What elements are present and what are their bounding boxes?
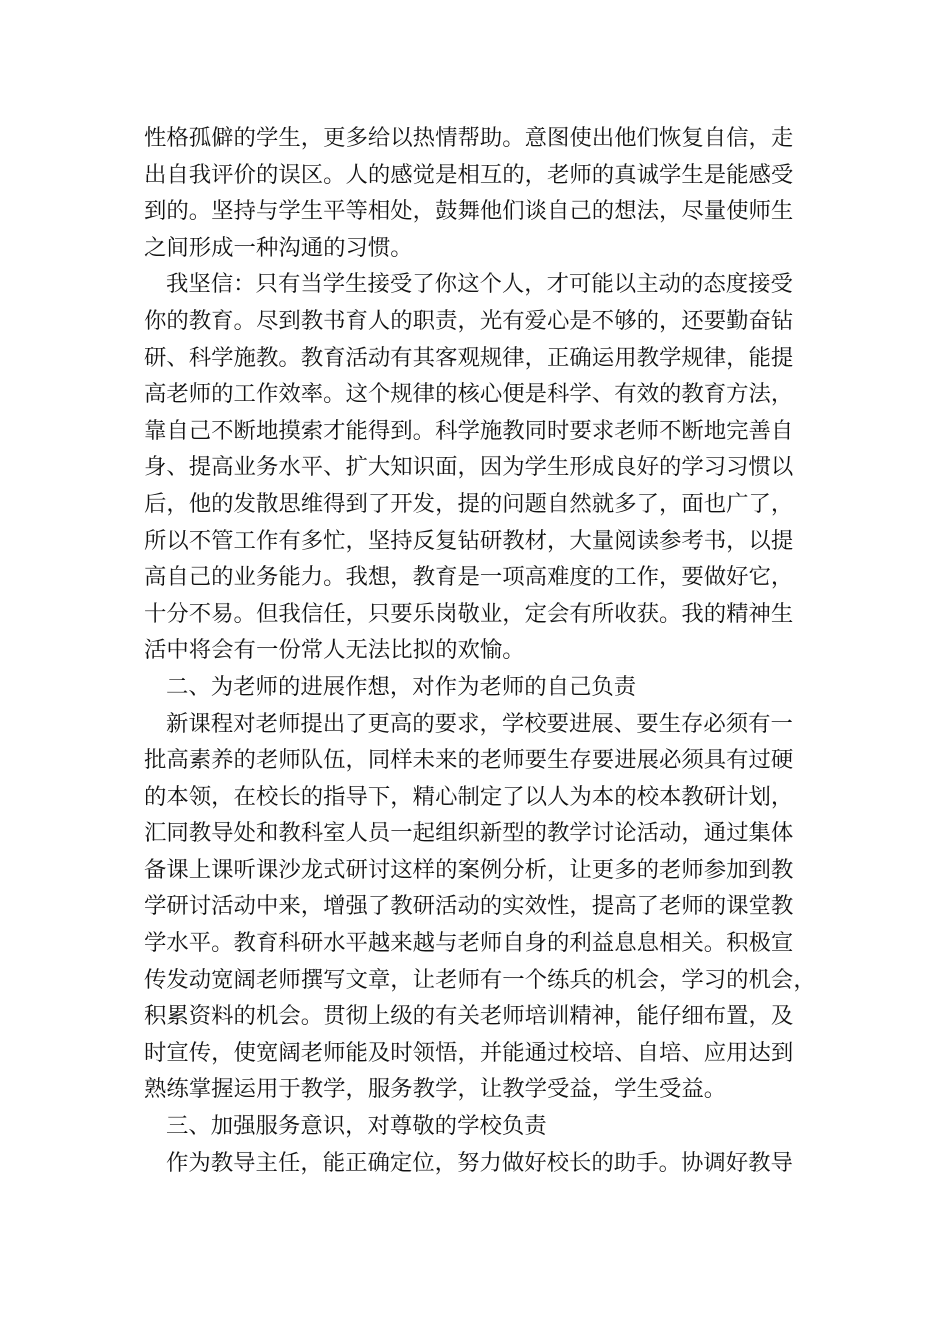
paragraph-first-line: 新课程对老师提出了更高的要求，学校要进展、要生存必须有一 (166, 710, 793, 737)
text-line: 到的。坚持与学生平等相处，鼓舞他们谈自己的想法，尽量使师生 (144, 198, 794, 225)
text-line: 活中将会有一份常人无法比拟的欢愉。 (144, 637, 525, 664)
text-line: 批高素养的老师队伍，同样未来的老师要生存要进展必须具有过硬 (144, 747, 794, 774)
text-line: 所以不管工作有多忙，坚持反复钻研教材，大量阅读参考书，以提 (144, 527, 794, 554)
text-line: 学水平。教育科研水平越来越与老师自身的利益息息相关。积极宣 (144, 930, 794, 957)
text-line: 性格孤僻的学生，更多给以热情帮助。意图使出他们恢复自信，走 (144, 125, 794, 151)
text-line: 你的教育。尽到教书育人的职责，光有爱心是不够的，还要勤奋钻 (144, 307, 794, 334)
text-line: 出自我评价的误区。人的感觉是相互的，老师的真诚学生是能感受 (144, 161, 794, 188)
text-line: 时宣传，使宽阔老师能及时领悟，并能通过校培、自培、应用达到 (144, 1039, 794, 1066)
text-line: 十分不易。但我信任，只要乐岗敬业，定会有所收获。我的精神生 (144, 600, 794, 627)
text-line: 熟练掌握运用于教学，服务教学，让教学受益，学生受益。 (144, 1076, 727, 1103)
section-heading: 三、加强服务意识，对尊敬的学校负责 (166, 1113, 547, 1140)
section-heading: 二、为老师的进展作想，对作为老师的自己负责 (166, 673, 637, 700)
text-line: 身、提高业务水平、扩大知识面，因为学生形成良好的学习习惯以 (144, 454, 794, 481)
paragraph-first-line: 我坚信：只有当学生接受了你这个人，才可能以主动的态度接受 (166, 271, 793, 298)
text-line: 高自己的业务能力。我想，教育是一项高难度的工作，要做好它， (144, 564, 794, 591)
paragraph-first-line: 作为教导主任，能正确定位，努力做好校长的助手。协调好教导 (166, 1149, 793, 1176)
text-line: 高老师的工作效率。这个规律的核心便是科学、有效的教育方法， (144, 381, 794, 408)
text-line: 学研讨活动中来，增强了教研活动的实效性，提高了老师的课堂教 (144, 893, 794, 920)
text-line: 传发动宽阔老师撰写文章，让老师有一个练兵的机会，学习的机会， (144, 966, 816, 993)
text-line: 备课上课听课沙龙式研讨这样的案例分析，让更多的老师参加到教 (144, 856, 794, 883)
text-line: 积累资料的机会。贯彻上级的有关老师培训精神，能仔细布置，及 (144, 1003, 794, 1030)
text-line: 后，他的发散思维得到了开发，提的问题自然就多了，面也广了， (144, 490, 794, 517)
text-line: 汇同教导处和教科室人员一起组织新型的教学讨论活动，通过集体 (144, 820, 794, 847)
text-line: 研、科学施教。教育活动有其客观规律，正确运用教学规律，能提 (144, 344, 794, 371)
text-line: 之间形成一种沟通的习惯。 (144, 234, 413, 261)
document-body (144, 120, 816, 1181)
text-line: 靠自己不断地摸索才能得到。科学施教同时要求老师不断地完善自 (144, 417, 794, 444)
text-line: 的本领，在校长的指导下，精心制定了以人为本的校本教研计划， (144, 783, 794, 810)
